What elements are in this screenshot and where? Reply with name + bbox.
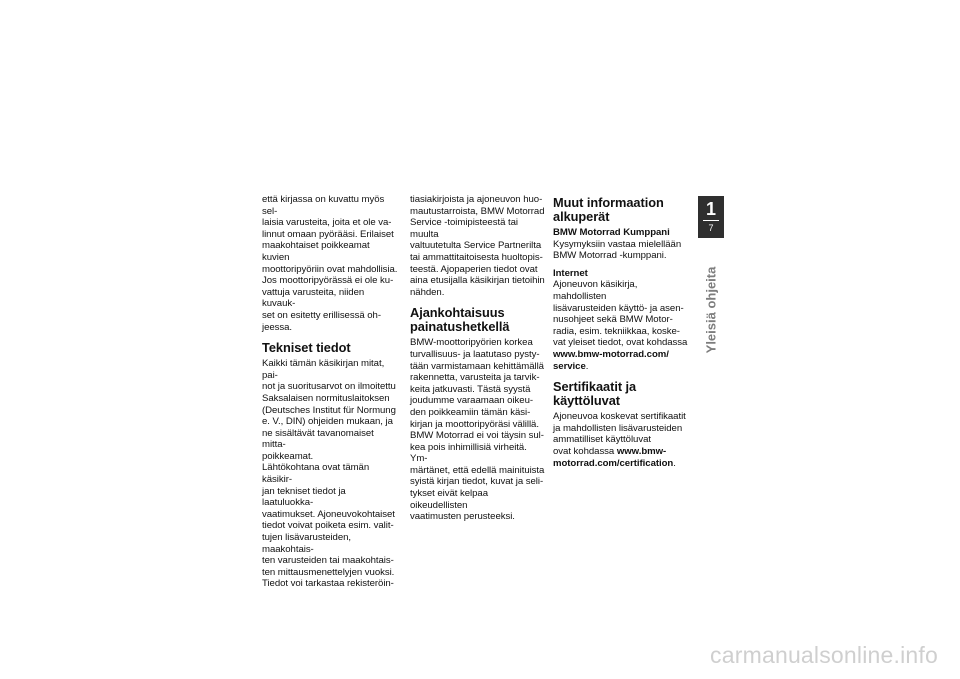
section-heading-other-sources: Muut informaation alkuperät (553, 195, 664, 224)
section-heading-certificates: Sertifikaatit ja käyttöluvat (553, 379, 637, 409)
internet-period: . (585, 360, 589, 372)
text-column-2 (410, 194, 546, 523)
chapter-number: 1 (705, 199, 716, 219)
text-column-1 (262, 194, 398, 590)
service-link[interactable]: www.bmw-motorrad.com/ service (553, 348, 669, 372)
internet-text: Ajoneuvon käsikirja, mahdollisten lisävarusteiden käyttö- ja asen- nusohjeet sekä BMW Motor- radia, esim. tekniikkaa, koske- vat yleiset tiedot, ovat kohdassa (553, 279, 688, 349)
partner-paragraph: Kysymyksiin vastaa mielellään BMW Motorrad -kumppani. (553, 238, 682, 262)
internet-paragraph (553, 279, 689, 372)
page-number: 7 (708, 223, 714, 233)
chapter-tab (698, 196, 724, 238)
intro-paragraph: että kirjassa on kuvattu myös sel- laisia varusteita, joita et ole va- linnut omaan pyörääsi. Erilaiset maakohtaiset poikkeamat kuvien moottoripyöriin ovat mahdollisia. Jos moottoripyörässä ei ole ku- vattuja varusteita, niiden kuvauk- set on esitetty erillisessä oh- jeessa. (262, 194, 398, 333)
certificates-paragraph (553, 411, 689, 469)
certificates-period: . (673, 457, 676, 469)
section-heading-topicality: Ajankohtaisuus painatushetkellä (410, 305, 510, 335)
topicality-paragraph: BMW-moottoripyörien korkea turvallisuus- ja laatutaso pysty- tään varmistamaan kehittämällä rakennetta, varusteita ja tarvik- keita jatkuvasti. Tästä syystä joudumme varaamaan oikeu- den poikkeamiin tämän käsi- kirjan ja moottoripyöräsi välillä. BMW Motorrad ei voi täysin sul- kea pois inhimillisiä virheitä. Ym- märtänet, että edellä mainituista syistä kirjan tiedot, kuvat ja seli- tykset eivät kelpaa oikeudellisten vaatimusten perusteeksi. (410, 337, 545, 523)
subheading-internet: Internet (553, 267, 588, 279)
subheading-partner: BMW Motorrad Kumppani (553, 227, 670, 238)
continued-paragraph: tiasiakirjoista ja ajoneuvon huo- mautustarroista, BMW Motorrad Service -toimipisteestä tai muulta valtuutetulta Service Partnerilta tai ammattitaitoisesta huoltopis- teestä. Ajopaperien tiedot ovat aina etusijalla käsikirjan tietoihin nähden. (410, 194, 545, 298)
watermark: carmanualsonline.info (710, 642, 938, 668)
chapter-tab-divider (703, 220, 719, 221)
certificates-text: Ajoneuvoa koskevat sertifikaatit ja mahdollisten lisävarusteiden ammatilliset käyttöluvat ovat kohdassa (553, 411, 686, 457)
technical-data-paragraph: Kaikki tämän käsikirjan mitat, pai- not ja suoritusarvot on ilmoitettu Saksalaisen normituslaitoksen (Deutsches Institut für Normung e. V., DIN) ohjeiden mukaan, ja ne sisältävät tavanomaiset mitta- poikkeamat. Lähtökohtana ovat tämän käsikir- jan tekniset tiedot ja laatuluokka- vaatimukset. Ajoneuvokohtaiset tiedot voivat poiketa esim. valit- tujen lisävarusteiden, maakohtais- ten varusteiden tai maakohtais- ten mittausmenettelyjen vuoksi. Tiedot voi tarkastaa rekisteröin- (262, 358, 396, 590)
certification-link[interactable]: www.bmw- motorrad.com/certification (553, 445, 674, 469)
chapter-title: Yleisiä ohjeita (703, 266, 719, 354)
text-column-3 (553, 196, 689, 469)
section-heading-technical-data: Tekniset tiedot (262, 340, 351, 356)
